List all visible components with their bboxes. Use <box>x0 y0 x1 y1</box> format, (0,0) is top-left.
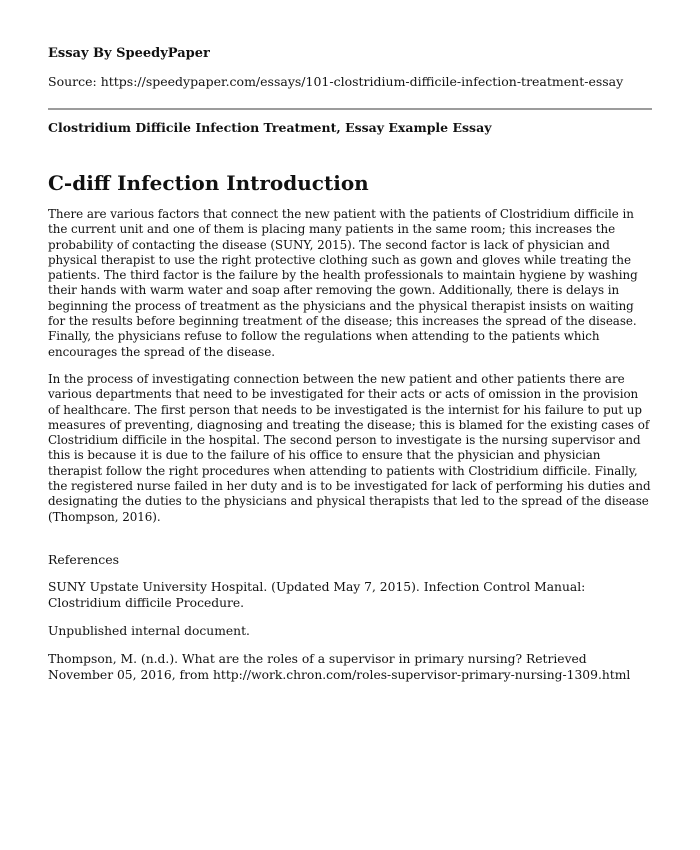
reference-item-3: Thompson, M. (n.d.). What are the roles of a supervisor in primary nursing? Retrieved November 05, 2016, from http://work.chron.com/roles-supervisor-primary-nursing-1309.html <box>48 652 631 682</box>
header-divider <box>48 108 652 110</box>
references-heading: References <box>48 552 120 567</box>
body-paragraph-1: There are various factors that connect the new patient with the patients of Clostridium difficile in the current unit and one of them is placing many patients in the same room; this increases the probability of contacting the disease (SUNY, 2015). The second factor is lack of physician and physical therapist to use the right protective clothing such as gown and gloves while treating the patients. The third factor is the failure by the health professionals to maintain hygiene by washing their hands with warm water and soap after removing the gown. Additionally, there is delays in beginning the process of treatment as the physicians and the physical therapist insists on waiting for the results before beginning treatment of the disease; this increases the spread of the disease. Finally, the physicians refuse to follow the regulations when attending to the patients which encourages the spread of the disease. <box>48 207 638 359</box>
source-line: Source: https://speedypaper.com/essays/101-clostridium-difficile-infection-treatment-essay <box>48 74 624 89</box>
reference-item-1: SUNY Upstate University Hospital. (Updated May 7, 2015). Infection Control Manual: Clostridium difficile Procedure. <box>48 580 586 610</box>
body-paragraph-2: In the process of investigating connection between the new patient and other patients there are various departments that need to be investigated for their acts or acts of omission in the provision of healthcare. The first person that needs to be investigated is the internist for his failure to put up measures of preventing, diagnosing and treating the disease; this is blamed for the existing cases of Clostridium difficile in the hospital. The second person to investigate is the nursing supervisor and this is because it is due to the failure of his office to ensure that the physician and physician therapist follow the right procedures when attending to patients with Clostridium difficile. Finally, the registered nurse failed in her duty and is to be investigated for lack of performing his duties and designating the duties to the physicians and physical therapists that led to the spread of the disease (Thompson, 2016). <box>48 371 651 524</box>
document-title: Clostridium Difficile Infection Treatment, Essay Example Essay <box>48 120 492 135</box>
section-heading: C-diff Infection Introduction <box>48 171 369 195</box>
brand-label: Essay By SpeedyPaper <box>48 46 210 61</box>
essay-body <box>48 207 652 537</box>
references-section <box>48 552 652 695</box>
document-header <box>48 46 652 90</box>
reference-item-2: Unpublished internal document. <box>48 624 250 638</box>
